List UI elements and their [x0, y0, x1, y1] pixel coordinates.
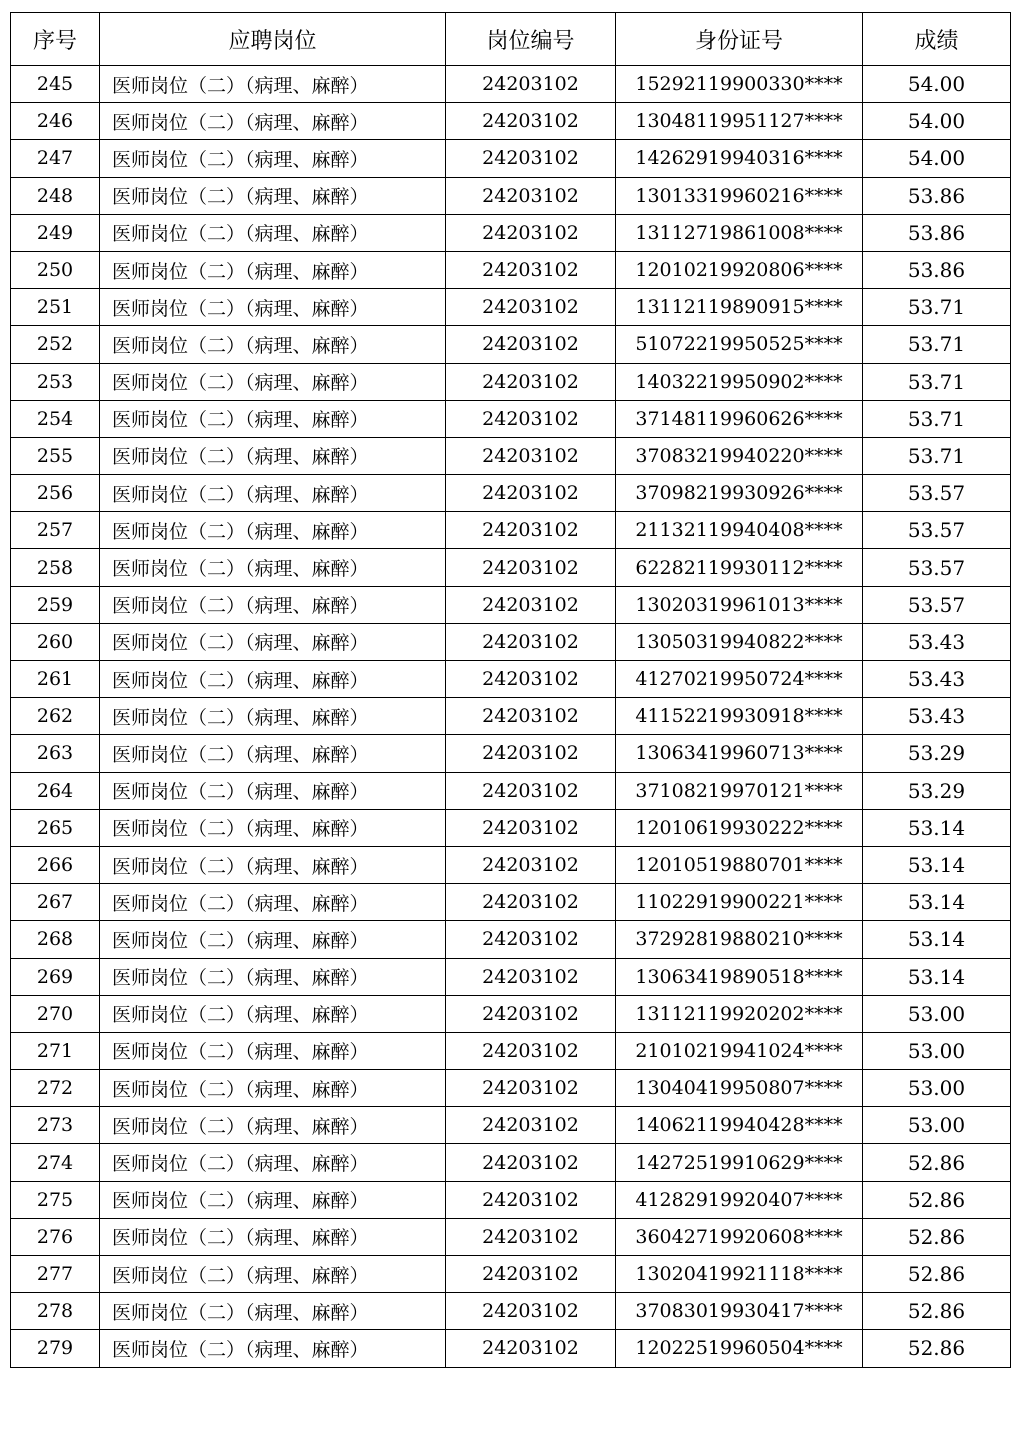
cell-id-number: 62282119930112****	[616, 549, 863, 586]
cell-applied-position: 医师岗位（二）（病理、麻醉）	[100, 437, 446, 474]
cell-position-code: 24203102	[446, 1330, 616, 1367]
cell-id-number: 12010519880701****	[616, 846, 863, 883]
cell-id-number: 13048119951127****	[616, 103, 863, 140]
cell-score: 53.86	[863, 214, 1011, 251]
cell-applied-position: 医师岗位（二）（病理、麻醉）	[100, 772, 446, 809]
cell-position-code: 24203102	[446, 623, 616, 660]
cell-score: 53.14	[863, 921, 1011, 958]
cell-score: 53.29	[863, 772, 1011, 809]
header-id-number: 身份证号	[616, 13, 863, 66]
cell-score: 52.86	[863, 1256, 1011, 1293]
cell-serial-number: 266	[11, 846, 100, 883]
cell-score: 53.43	[863, 661, 1011, 698]
table-row	[11, 1144, 1011, 1181]
cell-serial-number: 245	[11, 66, 100, 103]
cell-applied-position: 医师岗位（二）（病理、麻醉）	[100, 475, 446, 512]
table-row	[11, 846, 1011, 883]
cell-serial-number: 271	[11, 1032, 100, 1069]
cell-applied-position: 医师岗位（二）（病理、麻醉）	[100, 512, 446, 549]
cell-position-code: 24203102	[446, 251, 616, 288]
cell-id-number: 13112119890915****	[616, 289, 863, 326]
cell-position-code: 24203102	[446, 1181, 616, 1218]
cell-applied-position: 医师岗位（二）（病理、麻醉）	[100, 214, 446, 251]
table-row	[11, 363, 1011, 400]
cell-id-number: 13063419960713****	[616, 735, 863, 772]
cell-score: 53.71	[863, 400, 1011, 437]
cell-id-number: 13063419890518****	[616, 958, 863, 995]
table-row	[11, 326, 1011, 363]
cell-id-number: 21010219941024****	[616, 1032, 863, 1069]
cell-serial-number: 260	[11, 623, 100, 660]
cell-serial-number: 254	[11, 400, 100, 437]
cell-score: 52.86	[863, 1293, 1011, 1330]
cell-score: 53.57	[863, 586, 1011, 623]
cell-id-number: 14032219950902****	[616, 363, 863, 400]
cell-score: 53.14	[863, 809, 1011, 846]
cell-id-number: 37292819880210****	[616, 921, 863, 958]
cell-applied-position: 医师岗位（二）（病理、麻醉）	[100, 623, 446, 660]
cell-id-number: 37083219940220****	[616, 437, 863, 474]
cell-applied-position: 医师岗位（二）（病理、麻醉）	[100, 884, 446, 921]
cell-serial-number: 270	[11, 995, 100, 1032]
cell-applied-position: 医师岗位（二）（病理、麻醉）	[100, 995, 446, 1032]
cell-score: 53.14	[863, 958, 1011, 995]
table-row	[11, 661, 1011, 698]
cell-serial-number: 258	[11, 549, 100, 586]
cell-score: 52.86	[863, 1144, 1011, 1181]
cell-id-number: 21132119940408****	[616, 512, 863, 549]
cell-score: 52.86	[863, 1330, 1011, 1367]
cell-applied-position: 医师岗位（二）（病理、麻醉）	[100, 1256, 446, 1293]
cell-position-code: 24203102	[446, 1218, 616, 1255]
cell-position-code: 24203102	[446, 214, 616, 251]
cell-id-number: 11022919900221****	[616, 884, 863, 921]
cell-position-code: 24203102	[446, 400, 616, 437]
cell-applied-position: 医师岗位（二）（病理、麻醉）	[100, 586, 446, 623]
cell-id-number: 13020319961013****	[616, 586, 863, 623]
header-position-code: 岗位编号	[446, 13, 616, 66]
table-body	[11, 66, 1011, 1368]
table-row	[11, 214, 1011, 251]
cell-serial-number: 250	[11, 251, 100, 288]
cell-id-number: 36042719920608****	[616, 1218, 863, 1255]
cell-score: 52.86	[863, 1218, 1011, 1255]
cell-position-code: 24203102	[446, 512, 616, 549]
cell-serial-number: 255	[11, 437, 100, 474]
cell-applied-position: 医师岗位（二）（病理、麻醉）	[100, 1293, 446, 1330]
cell-applied-position: 医师岗位（二）（病理、麻醉）	[100, 735, 446, 772]
cell-applied-position: 医师岗位（二）（病理、麻醉）	[100, 921, 446, 958]
table-row	[11, 1107, 1011, 1144]
cell-serial-number: 259	[11, 586, 100, 623]
cell-score: 53.71	[863, 326, 1011, 363]
cell-applied-position: 医师岗位（二）（病理、麻醉）	[100, 1181, 446, 1218]
cell-id-number: 41152219930918****	[616, 698, 863, 735]
table-row	[11, 884, 1011, 921]
cell-position-code: 24203102	[446, 363, 616, 400]
cell-position-code: 24203102	[446, 437, 616, 474]
table-row	[11, 1330, 1011, 1367]
cell-position-code: 24203102	[446, 884, 616, 921]
cell-score: 53.71	[863, 437, 1011, 474]
table-row	[11, 437, 1011, 474]
cell-id-number: 13013319960216****	[616, 177, 863, 214]
cell-serial-number: 248	[11, 177, 100, 214]
cell-serial-number: 277	[11, 1256, 100, 1293]
cell-applied-position: 医师岗位（二）（病理、麻醉）	[100, 1330, 446, 1367]
cell-position-code: 24203102	[446, 1144, 616, 1181]
cell-serial-number: 264	[11, 772, 100, 809]
table-row	[11, 809, 1011, 846]
cell-applied-position: 医师岗位（二）（病理、麻醉）	[100, 140, 446, 177]
cell-position-code: 24203102	[446, 66, 616, 103]
cell-position-code: 24203102	[446, 995, 616, 1032]
cell-score: 53.57	[863, 512, 1011, 549]
cell-id-number: 13040419950807****	[616, 1070, 863, 1107]
cell-serial-number: 262	[11, 698, 100, 735]
cell-score: 53.14	[863, 846, 1011, 883]
cell-applied-position: 医师岗位（二）（病理、麻醉）	[100, 1107, 446, 1144]
cell-score: 53.86	[863, 251, 1011, 288]
cell-applied-position: 医师岗位（二）（病理、麻醉）	[100, 400, 446, 437]
header-row	[11, 13, 1011, 66]
cell-applied-position: 医师岗位（二）（病理、麻醉）	[100, 549, 446, 586]
table-row	[11, 1293, 1011, 1330]
table-row	[11, 1218, 1011, 1255]
cell-score: 53.00	[863, 1107, 1011, 1144]
cell-id-number: 37098219930926****	[616, 475, 863, 512]
table-row	[11, 995, 1011, 1032]
cell-serial-number: 272	[11, 1070, 100, 1107]
cell-score: 54.00	[863, 103, 1011, 140]
cell-position-code: 24203102	[446, 103, 616, 140]
cell-id-number: 13112719861008****	[616, 214, 863, 251]
cell-applied-position: 医师岗位（二）（病理、麻醉）	[100, 251, 446, 288]
cell-score: 53.14	[863, 884, 1011, 921]
cell-serial-number: 279	[11, 1330, 100, 1367]
table-row	[11, 586, 1011, 623]
cell-id-number: 14062119940428****	[616, 1107, 863, 1144]
cell-score: 53.86	[863, 177, 1011, 214]
cell-id-number: 13112119920202****	[616, 995, 863, 1032]
cell-score: 53.71	[863, 289, 1011, 326]
cell-serial-number: 269	[11, 958, 100, 995]
cell-serial-number: 251	[11, 289, 100, 326]
cell-score: 53.57	[863, 549, 1011, 586]
table-row	[11, 289, 1011, 326]
cell-applied-position: 医师岗位（二）（病理、麻醉）	[100, 326, 446, 363]
cell-position-code: 24203102	[446, 549, 616, 586]
cell-position-code: 24203102	[446, 958, 616, 995]
table-row	[11, 475, 1011, 512]
results-table	[10, 12, 1011, 1368]
cell-applied-position: 医师岗位（二）（病理、麻醉）	[100, 698, 446, 735]
cell-id-number: 14262919940316****	[616, 140, 863, 177]
cell-id-number: 13020419921118****	[616, 1256, 863, 1293]
cell-position-code: 24203102	[446, 1032, 616, 1069]
table-row	[11, 1181, 1011, 1218]
cell-score: 54.00	[863, 140, 1011, 177]
cell-id-number: 13050319940822****	[616, 623, 863, 660]
cell-position-code: 24203102	[446, 846, 616, 883]
cell-score: 53.00	[863, 995, 1011, 1032]
cell-score: 52.86	[863, 1181, 1011, 1218]
cell-position-code: 24203102	[446, 140, 616, 177]
table-row	[11, 772, 1011, 809]
cell-score: 53.43	[863, 623, 1011, 660]
table-row	[11, 177, 1011, 214]
header-score: 成绩	[863, 13, 1011, 66]
cell-id-number: 37148119960626****	[616, 400, 863, 437]
cell-serial-number: 249	[11, 214, 100, 251]
table-row	[11, 66, 1011, 103]
cell-applied-position: 医师岗位（二）（病理、麻醉）	[100, 1070, 446, 1107]
cell-score: 53.29	[863, 735, 1011, 772]
cell-serial-number: 253	[11, 363, 100, 400]
cell-score: 53.71	[863, 363, 1011, 400]
cell-serial-number: 275	[11, 1181, 100, 1218]
cell-serial-number: 274	[11, 1144, 100, 1181]
cell-serial-number: 256	[11, 475, 100, 512]
cell-applied-position: 医师岗位（二）（病理、麻醉）	[100, 809, 446, 846]
cell-id-number: 41282919920407****	[616, 1181, 863, 1218]
cell-id-number: 51072219950525****	[616, 326, 863, 363]
table-row	[11, 512, 1011, 549]
table-row	[11, 1032, 1011, 1069]
table-row	[11, 140, 1011, 177]
table-row	[11, 958, 1011, 995]
table-header	[11, 13, 1011, 66]
cell-applied-position: 医师岗位（二）（病理、麻醉）	[100, 363, 446, 400]
cell-score: 53.00	[863, 1070, 1011, 1107]
cell-score: 53.57	[863, 475, 1011, 512]
cell-position-code: 24203102	[446, 772, 616, 809]
cell-serial-number: 278	[11, 1293, 100, 1330]
table-row	[11, 921, 1011, 958]
cell-id-number: 15292119900330****	[616, 66, 863, 103]
table-row	[11, 735, 1011, 772]
cell-position-code: 24203102	[446, 289, 616, 326]
cell-id-number: 12010219920806****	[616, 251, 863, 288]
cell-position-code: 24203102	[446, 1256, 616, 1293]
cell-serial-number: 268	[11, 921, 100, 958]
cell-position-code: 24203102	[446, 586, 616, 623]
table-row	[11, 1070, 1011, 1107]
cell-id-number: 14272519910629****	[616, 1144, 863, 1181]
header-applied-position: 应聘岗位	[100, 13, 446, 66]
cell-position-code: 24203102	[446, 475, 616, 512]
cell-serial-number: 265	[11, 809, 100, 846]
cell-position-code: 24203102	[446, 1293, 616, 1330]
table-row	[11, 623, 1011, 660]
cell-id-number: 37108219970121****	[616, 772, 863, 809]
cell-applied-position: 医师岗位（二）（病理、麻醉）	[100, 289, 446, 326]
cell-applied-position: 医师岗位（二）（病理、麻醉）	[100, 103, 446, 140]
cell-id-number: 12022519960504****	[616, 1330, 863, 1367]
cell-serial-number: 247	[11, 140, 100, 177]
cell-applied-position: 医师岗位（二）（病理、麻醉）	[100, 846, 446, 883]
cell-serial-number: 263	[11, 735, 100, 772]
header-serial-number: 序号	[11, 13, 100, 66]
cell-position-code: 24203102	[446, 326, 616, 363]
cell-position-code: 24203102	[446, 809, 616, 846]
cell-position-code: 24203102	[446, 921, 616, 958]
cell-id-number: 12010619930222****	[616, 809, 863, 846]
table-row	[11, 400, 1011, 437]
cell-applied-position: 医师岗位（二）（病理、麻醉）	[100, 661, 446, 698]
cell-serial-number: 257	[11, 512, 100, 549]
cell-serial-number: 273	[11, 1107, 100, 1144]
cell-serial-number: 246	[11, 103, 100, 140]
cell-serial-number: 276	[11, 1218, 100, 1255]
table-row	[11, 549, 1011, 586]
cell-score: 54.00	[863, 66, 1011, 103]
cell-score: 53.00	[863, 1032, 1011, 1069]
table-row	[11, 251, 1011, 288]
cell-id-number: 41270219950724****	[616, 661, 863, 698]
cell-applied-position: 医师岗位（二）（病理、麻醉）	[100, 1218, 446, 1255]
cell-id-number: 37083019930417****	[616, 1293, 863, 1330]
cell-position-code: 24203102	[446, 1107, 616, 1144]
cell-score: 53.43	[863, 698, 1011, 735]
cell-position-code: 24203102	[446, 661, 616, 698]
table-row	[11, 103, 1011, 140]
table-row	[11, 698, 1011, 735]
cell-applied-position: 医师岗位（二）（病理、麻醉）	[100, 1032, 446, 1069]
cell-position-code: 24203102	[446, 1070, 616, 1107]
cell-applied-position: 医师岗位（二）（病理、麻醉）	[100, 1144, 446, 1181]
cell-serial-number: 261	[11, 661, 100, 698]
table-row	[11, 1256, 1011, 1293]
cell-position-code: 24203102	[446, 735, 616, 772]
cell-applied-position: 医师岗位（二）（病理、麻醉）	[100, 958, 446, 995]
cell-applied-position: 医师岗位（二）（病理、麻醉）	[100, 66, 446, 103]
cell-position-code: 24203102	[446, 698, 616, 735]
cell-position-code: 24203102	[446, 177, 616, 214]
cell-applied-position: 医师岗位（二）（病理、麻醉）	[100, 177, 446, 214]
cell-serial-number: 267	[11, 884, 100, 921]
cell-serial-number: 252	[11, 326, 100, 363]
